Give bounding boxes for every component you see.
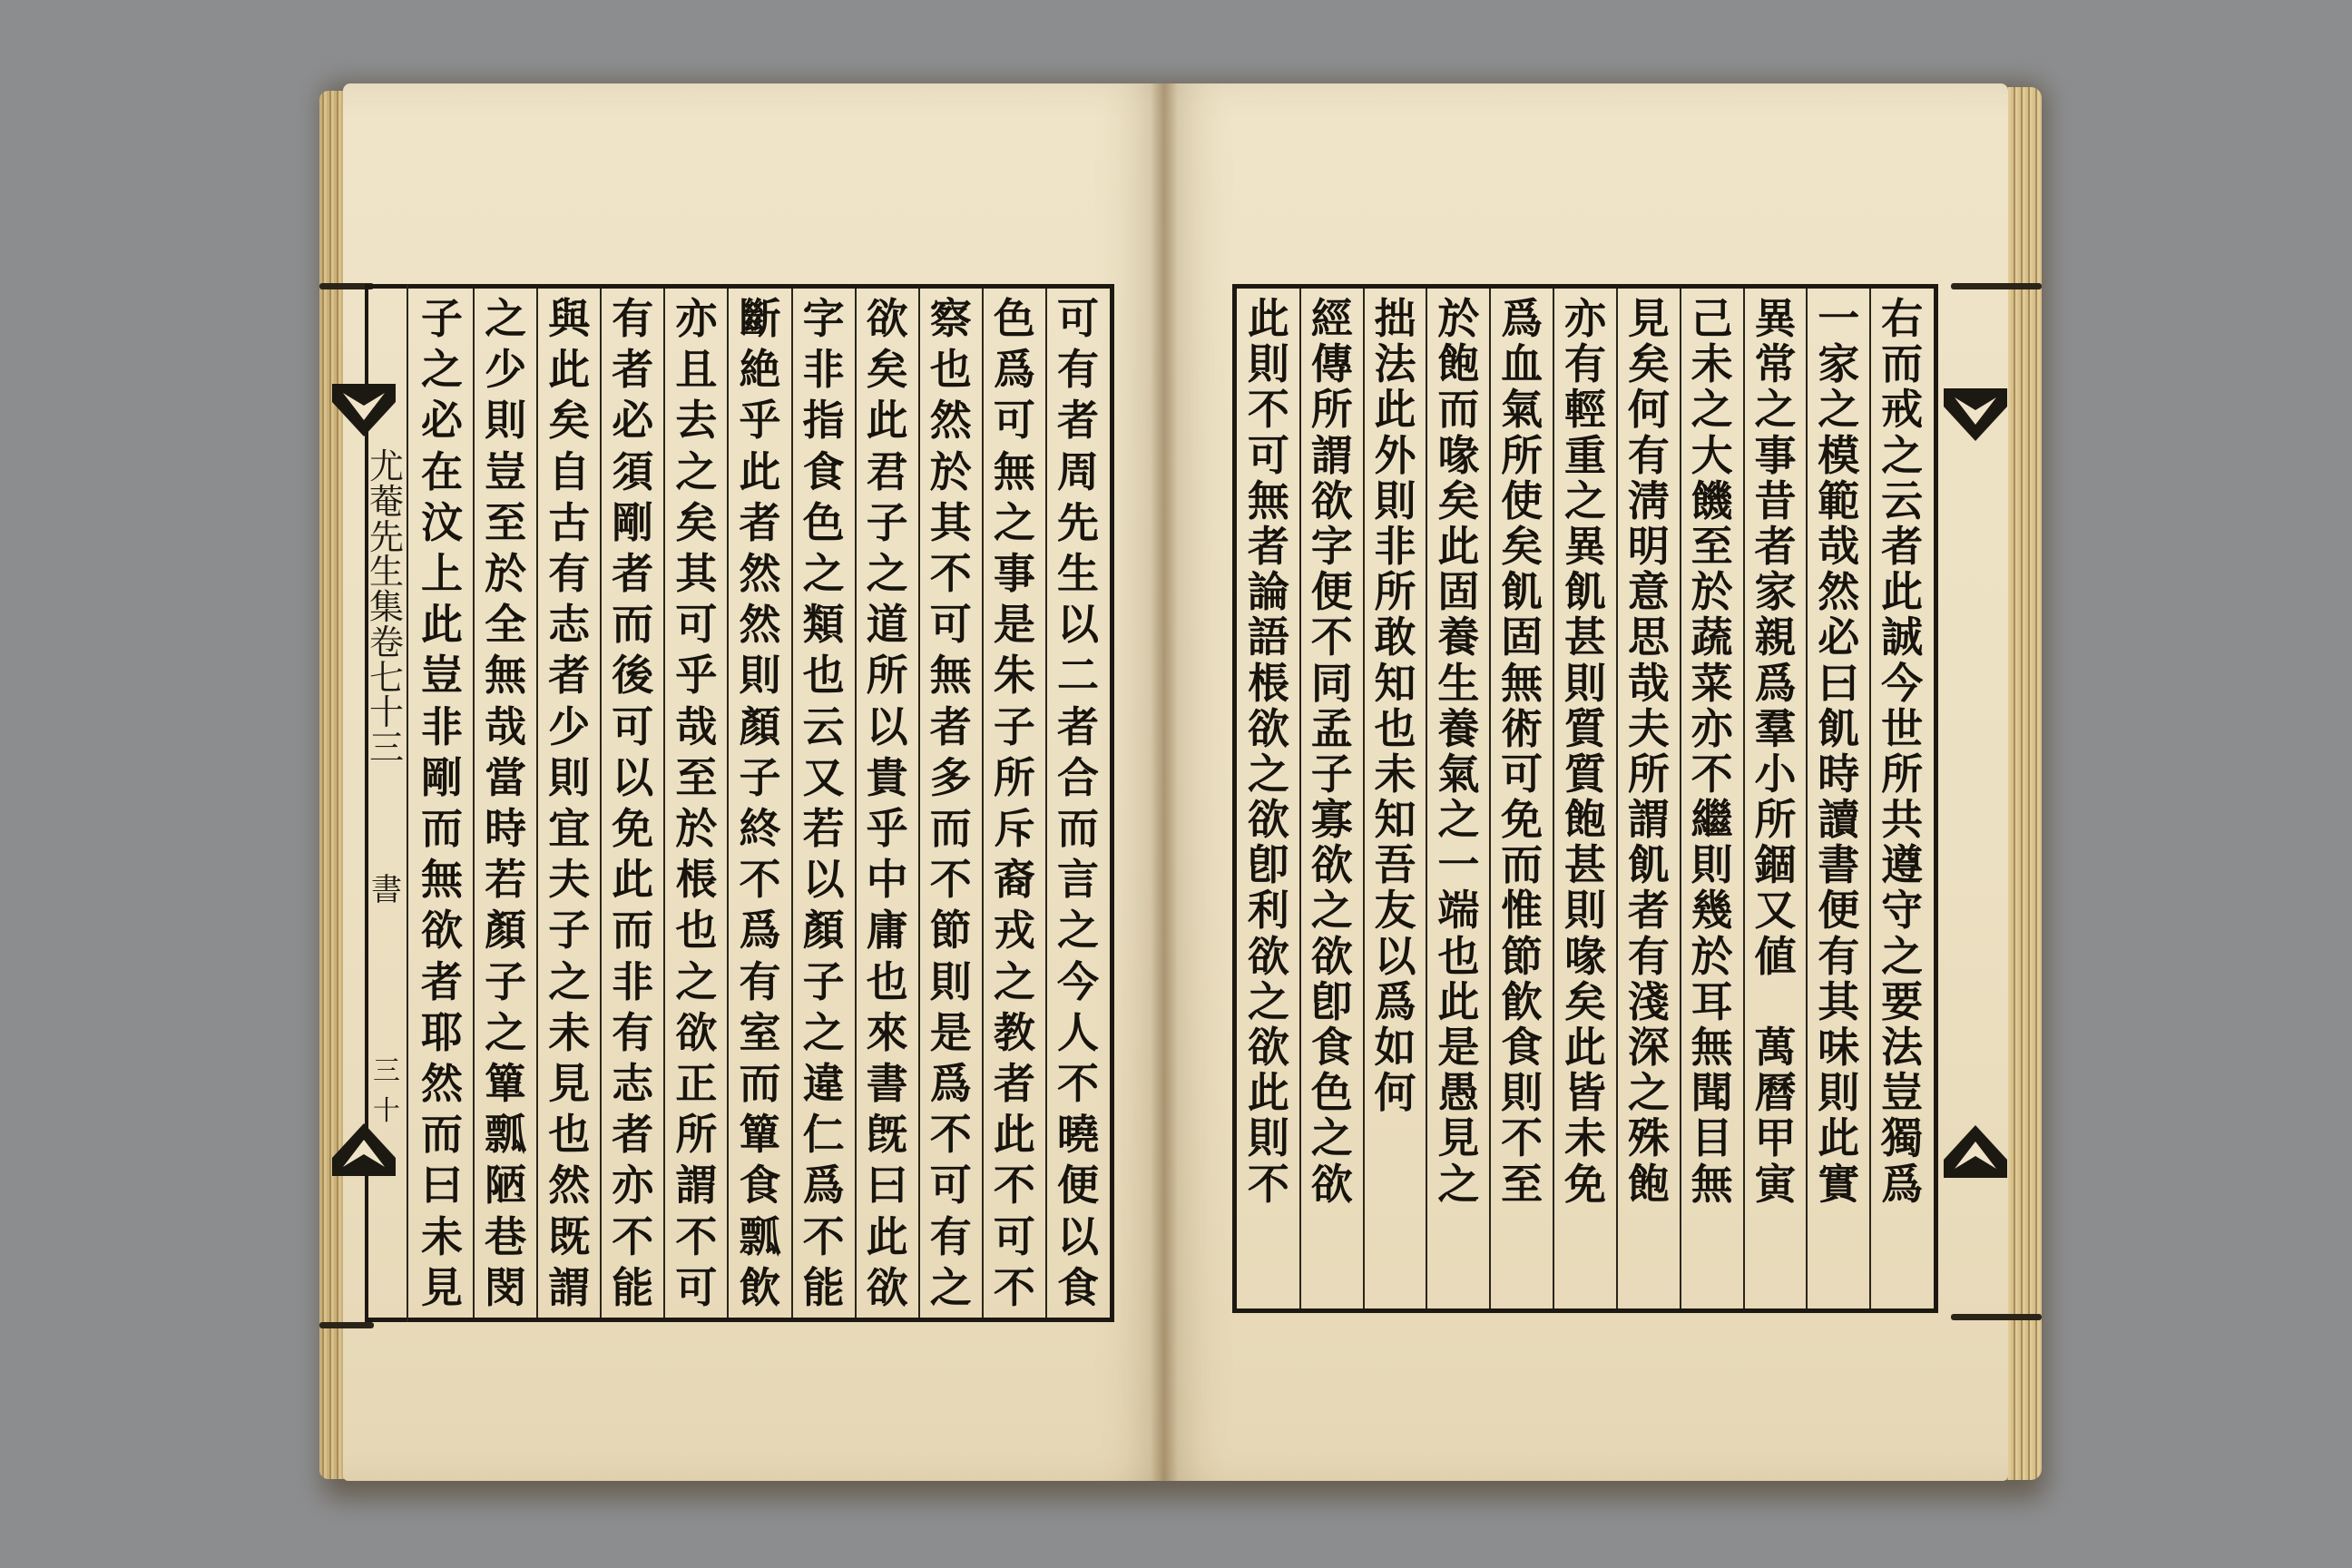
column-rule [918, 289, 920, 1318]
right-text-frame [1232, 284, 1938, 1313]
left-text-column: 亦 且 去 之 矣 其 可 乎 哉 至 於 棖 也 之 欲 正 所 謂 不 可 [675, 294, 718, 1312]
left-text-frame [365, 284, 1114, 1322]
left-text-column: 可 有 者 周 先 生 以 二 者 合 而 言 之 今 人 不 曉 便 以 食 [1056, 294, 1099, 1312]
left-text-column: 與 此 矣 自 古 有 志 者 少 則 宜 夫 子 之 未 見 也 然 既 謂 [548, 294, 591, 1312]
left-text-column: 字 非 指 食 色 之 類 也 云 又 若 以 顏 子 之 違 仁 爲 不 能 [802, 294, 845, 1312]
binding-thread [1951, 283, 2042, 289]
right-text-column: 拙 法 此 外 則 非 所 敢 知 也 未 知 吾 友 以 爲 如 何 [1374, 294, 1416, 1118]
margin-title: 尤 菴 先 生 集 卷 七 十 三 [368, 446, 404, 768]
right-text-column: 亦 有 輕 重 之 異 飢 甚 則 質 質 飽 甚 則 喙 矣 此 皆 未 免 [1563, 294, 1606, 1209]
right-text-column: 經 傳 所 謂 欲 字 便 不 同 孟 子 寡 欲 之 欲 卽 食 色 之 欲 [1310, 294, 1353, 1209]
column-rule [1045, 289, 1047, 1318]
column-rule [1299, 289, 1301, 1308]
right-text-column: 異 常 之 事 昔 者 家 親 爲 羣 小 所 錮 又 値 萬 曆 甲 寅 [1754, 294, 1797, 1209]
section-label: 書 [371, 872, 402, 908]
column-rule [1426, 289, 1427, 1308]
column-rule [1743, 289, 1745, 1308]
lower-fishtail-icon [332, 1123, 396, 1176]
binding-thread [319, 1322, 374, 1328]
column-rule [855, 289, 857, 1318]
column-rule [1616, 289, 1618, 1308]
column-rule [1806, 289, 1808, 1308]
left-text-column: 色 爲 可 無 之 事 是 朱 子 所 斥 裔 戎 之 教 者 此 不 可 不 [993, 294, 1035, 1312]
book-gutter [1151, 83, 1178, 1481]
left-text-column: 斷 絶 乎 此 者 然 然 則 顏 子 終 不 爲 有 室 而 簞 食 瓢 飲 [739, 294, 781, 1312]
right-text-column: 此 則 不 可 無 者 論 語 棖 欲 之 欲 卽 利 欲 之 欲 此 則 不 [1247, 294, 1289, 1209]
right-text-column: 己 未 之 大 饑 至 於 蔬 菜 亦 不 繼 則 幾 於 耳 無 聞 目 無 [1690, 294, 1733, 1209]
column-rule [1363, 289, 1365, 1308]
left-text-column: 子 之 必 在 汶 上 此 豈 非 剛 而 無 欲 者 耶 然 而 曰 未 見 [421, 294, 464, 1312]
upper-fishtail-icon [332, 384, 396, 436]
column-rule [1489, 289, 1491, 1308]
column-rule [727, 289, 729, 1318]
column-rule [663, 289, 665, 1318]
column-rule [982, 289, 984, 1318]
right-text-column: 右 而 戒 之 云 者 此 誠 今 世 所 共 遵 守 之 要 法 豈 獨 爲 [1881, 294, 1924, 1209]
column-rule [473, 289, 475, 1318]
column-rule [1553, 289, 1554, 1308]
right-text-column: 一 家 之 模 範 哉 然 必 曰 飢 時 讀 書 便 有 其 味 則 此 實 [1818, 294, 1860, 1209]
right-text-column: 見 矣 何 有 淸 明 意 思 哉 夫 所 謂 飢 者 有 淺 深 之 殊 飽 [1627, 294, 1670, 1209]
left-text-column: 欲 矣 此 君 子 之 道 所 以 貴 乎 中 庸 也 來 書 旣 曰 此 欲 [866, 294, 908, 1312]
left-text-column: 察 也 然 於 其 不 可 無 者 多 而 不 節 則 是 爲 不 可 有 之 [929, 294, 972, 1312]
column-rule [536, 289, 538, 1318]
column-rule [600, 289, 602, 1318]
leaf-number: 三 十 [373, 1055, 400, 1127]
left-margin-strip [365, 284, 408, 1322]
binding-thread [1951, 1314, 2042, 1320]
right-page-edges [2004, 87, 2042, 1480]
right-upper-fishtail-icon [1944, 388, 2007, 441]
column-rule [1869, 289, 1871, 1308]
column-rule [791, 289, 793, 1318]
left-text-column: 有 者 必 須 剛 者 而 後 可 以 免 此 而 非 有 志 者 亦 不 能 [612, 294, 654, 1312]
right-lower-fishtail-icon [1944, 1125, 2007, 1178]
left-text-column: 之 少 則 豈 至 於 全 無 哉 當 時 若 顏 子 之 簞 瓢 陋 巷 閔 [485, 294, 527, 1312]
column-rule [1680, 289, 1681, 1308]
right-text-column: 於 飽 而 喙 矣 此 固 養 生 養 氣 之 一 端 也 此 是 愚 見 之 [1437, 294, 1480, 1209]
right-text-column: 爲 血 氣 所 使 矣 飢 固 無 術 可 免 而 惟 節 飮 食 則 不 至 [1501, 294, 1544, 1209]
